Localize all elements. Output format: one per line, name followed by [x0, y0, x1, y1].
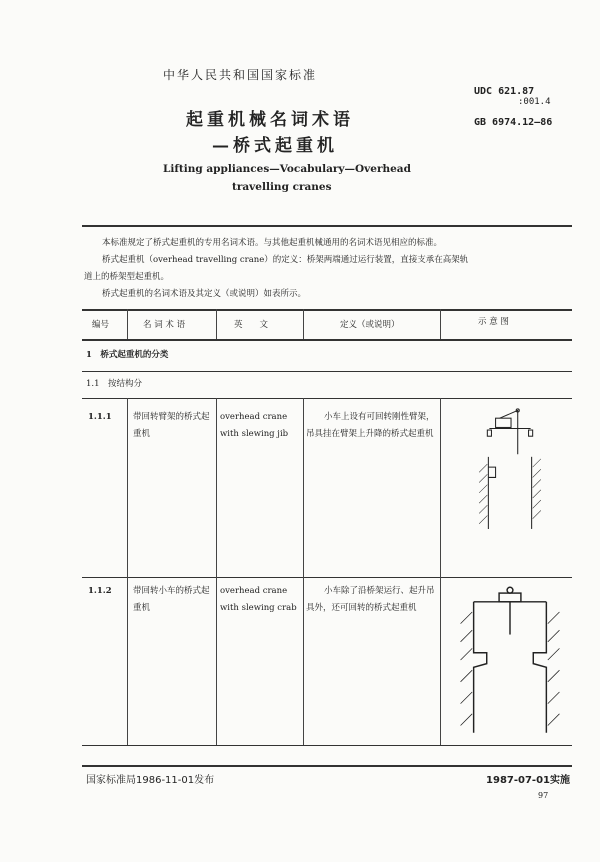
column-header-definition: 定义（或说明）	[340, 320, 400, 330]
gb-number: GB 6974.12—86	[474, 117, 553, 128]
national-standard-label: 中华人民共和国国家标准	[163, 68, 318, 82]
subtitle-chinese: —桥式起重机	[212, 136, 338, 156]
title-english-line1: Lifting appliances—Vocabulary—Overhead	[163, 163, 411, 175]
row-term: 带回转臂架的桥式起重机	[133, 412, 210, 439]
header-rule	[82, 225, 572, 227]
column-header-number: 编号	[92, 320, 110, 330]
column-header-diagram: 示 意 图	[478, 317, 509, 327]
udc-code-suffix: :001.4	[518, 97, 551, 107]
row-number: 1.1.1	[88, 412, 112, 422]
intro-paragraph-2-cont: 道上的桥架型起重机。	[84, 272, 170, 282]
column-header-english: 英 文	[234, 320, 269, 330]
crane-with-slewing-jib-diagram	[450, 395, 570, 565]
issue-date: 国家标准局1986-11-01发布	[86, 775, 215, 786]
page-number: 97	[538, 791, 549, 800]
intro-paragraph-1: 本标准规定了桥式起重机的专用名词术语。与其他起重机械通用的名词术语见相应的标准。	[102, 238, 443, 248]
title-english-line2: travelling cranes	[232, 181, 332, 193]
subsection-heading: 1.1 按结构分	[86, 379, 143, 389]
intro-paragraph-2: 桥式起重机（overhead travelling crane）的定义：桥架两端通过运行装置，直接支承在高架轨	[102, 255, 469, 265]
row-term: 带回转小车的桥式起重机	[133, 586, 210, 613]
crane-with-slewing-crab-diagram	[450, 580, 570, 740]
row-number: 1.1.2	[88, 586, 112, 596]
row-definition: 小车除了沿桥架运行、起升吊具外，还可回转的桥式起重机	[306, 586, 435, 613]
row-english: overhead crane with slewing jib	[220, 412, 289, 439]
section-heading: 1 桥式起重机的分类	[86, 350, 169, 360]
intro-paragraph-3: 桥式起重机的名词术语及其定义（或说明）如表所示。	[102, 289, 307, 299]
udc-code: UDC 621.87	[474, 86, 535, 97]
row-english: overhead crane with slewing crab	[220, 586, 297, 613]
effective-date: 1987-07-01实施	[486, 775, 570, 786]
footer-rule	[82, 765, 572, 767]
title-chinese: 起重机械名词术语	[186, 110, 354, 130]
row-definition: 小车上设有可回转刚性臂架，吊具挂在臂架上升降的桥式起重机	[306, 412, 435, 439]
column-header-term: 名 词 术 语	[143, 320, 186, 330]
